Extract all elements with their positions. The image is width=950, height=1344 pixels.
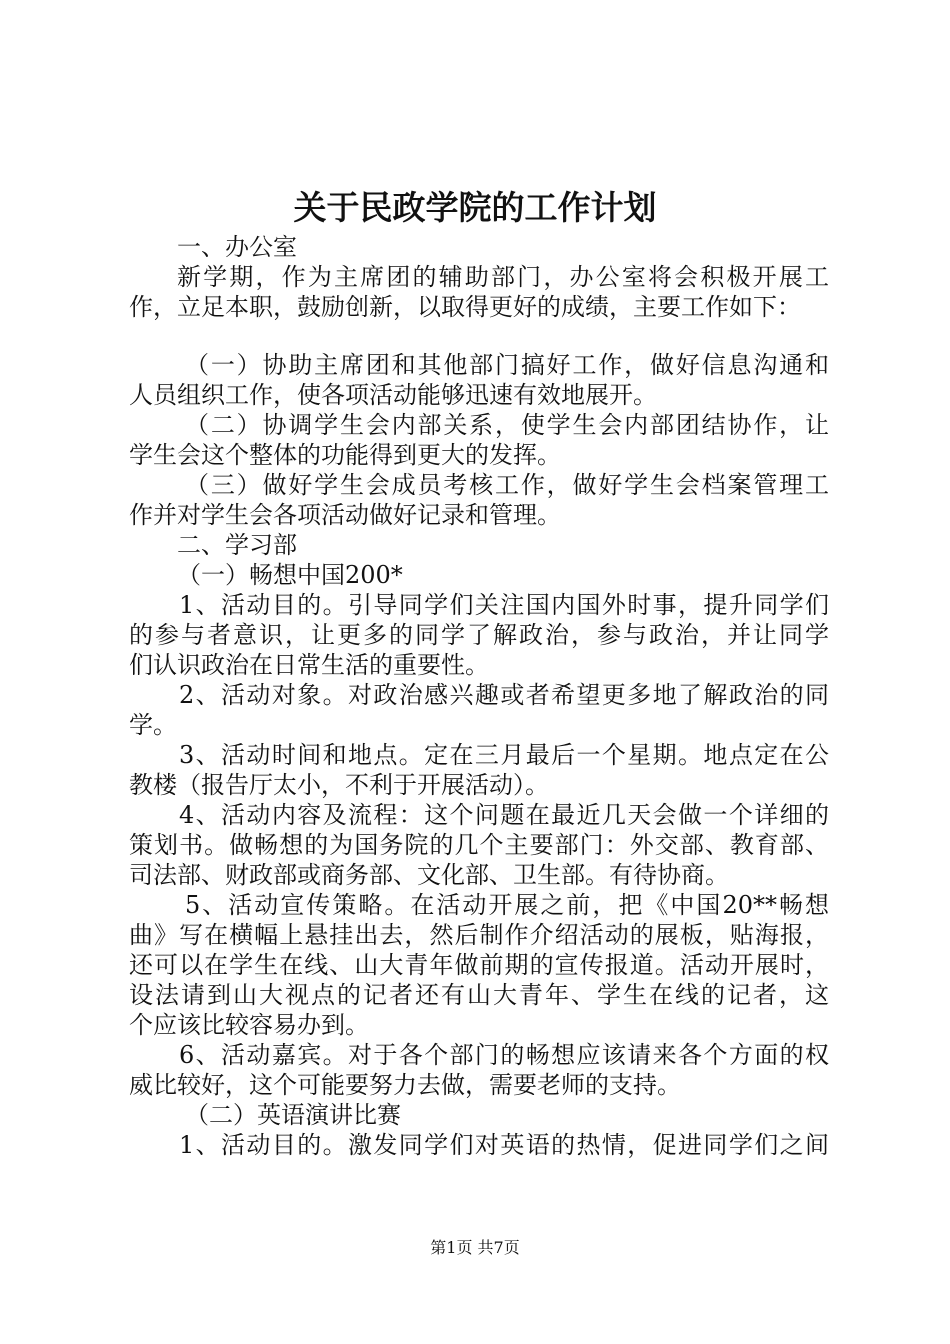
paragraph-line: 人员组织工作，使各项活动能够迅速有效地展开。 xyxy=(129,381,657,409)
document-body xyxy=(129,232,829,1160)
paragraph-line: 学生会这个整体的功能得到更大的发挥。 xyxy=(129,441,561,469)
paragraph-line: 们认识政治在日常生活的重要性。 xyxy=(129,651,489,679)
paragraph-line: 的参与者意识，让更多的同学了解政治，参与政治，并让同学 xyxy=(129,621,829,649)
page-footer: 第1页 共7页 xyxy=(430,1238,520,1257)
section-heading: 二、学习部 xyxy=(177,531,297,559)
paragraph-line: 教楼（报告厅太小，不利于开展活动）。 xyxy=(129,771,549,799)
paragraph-line: 1、活动目的。激发同学们对英语的热情，促进同学们之间 xyxy=(179,1131,829,1159)
paragraph-line: 个应该比较容易办到。 xyxy=(129,1011,369,1039)
paragraph-line: 6、活动嘉宾。对于各个部门的畅想应该请来各个方面的权 xyxy=(179,1041,829,1069)
paragraph-line: （一）协助主席团和其他部门搞好工作，做好信息沟通和 xyxy=(185,351,829,379)
paragraph-line: 作，立足本职，鼓励创新，以取得更好的成绩，主要工作如下： xyxy=(129,293,801,321)
paragraph-line: 新学期，作为主席团的辅助部门，办公室将会积极开展工 xyxy=(177,263,829,291)
paragraph-line: 还可以在学生在线、山大青年做前期的宣传报道。活动开展时， xyxy=(129,951,829,979)
subsection-heading: （二）英语演讲比赛 xyxy=(185,1101,401,1129)
paragraph-line: 策划书。做畅想的为国务院的几个主要部门：外交部、教育部、 xyxy=(129,831,829,859)
paragraph-line: 4、活动内容及流程：这个问题在最近几天会做一个详细的 xyxy=(179,801,829,829)
document-title: 关于民政学院的工作计划 xyxy=(293,188,657,227)
paragraph-line: 作并对学生会各项活动做好记录和管理。 xyxy=(129,501,561,529)
section-heading: 一、办公室 xyxy=(177,233,297,261)
paragraph-line: 3、活动时间和地点。定在三月最后一个星期。地点定在公 xyxy=(179,741,829,769)
paragraph-line: 设法请到山大视点的记者还有山大青年、学生在线的记者，这 xyxy=(129,981,829,1009)
paragraph-line: 威比较好，这个可能要努力去做，需要老师的支持。 xyxy=(129,1071,681,1099)
paragraph-line: 2、活动对象。对政治感兴趣或者希望更多地了解政治的同 xyxy=(179,681,829,709)
paragraph-line: 曲》写在横幅上悬挂出去，然后制作介绍活动的展板，贴海报， xyxy=(129,921,829,949)
subsection-heading: （一）畅想中国200* xyxy=(177,561,403,589)
paragraph-line: （三）做好学生会成员考核工作，做好学生会档案管理工 xyxy=(185,471,829,499)
paragraph-line: （二）协调学生会内部关系，使学生会内部团结协作，让 xyxy=(185,411,829,439)
paragraph-line: 5、活动宣传策略。在活动开展之前，把《中国20**畅想 xyxy=(185,891,829,919)
paragraph-line: 学。 xyxy=(129,711,177,739)
paragraph-line: 1、活动目的。引导同学们关注国内国外时事，提升同学们 xyxy=(179,591,829,619)
paragraph-line: 司法部、财政部或商务部、文化部、卫生部。有待协商。 xyxy=(129,861,729,889)
